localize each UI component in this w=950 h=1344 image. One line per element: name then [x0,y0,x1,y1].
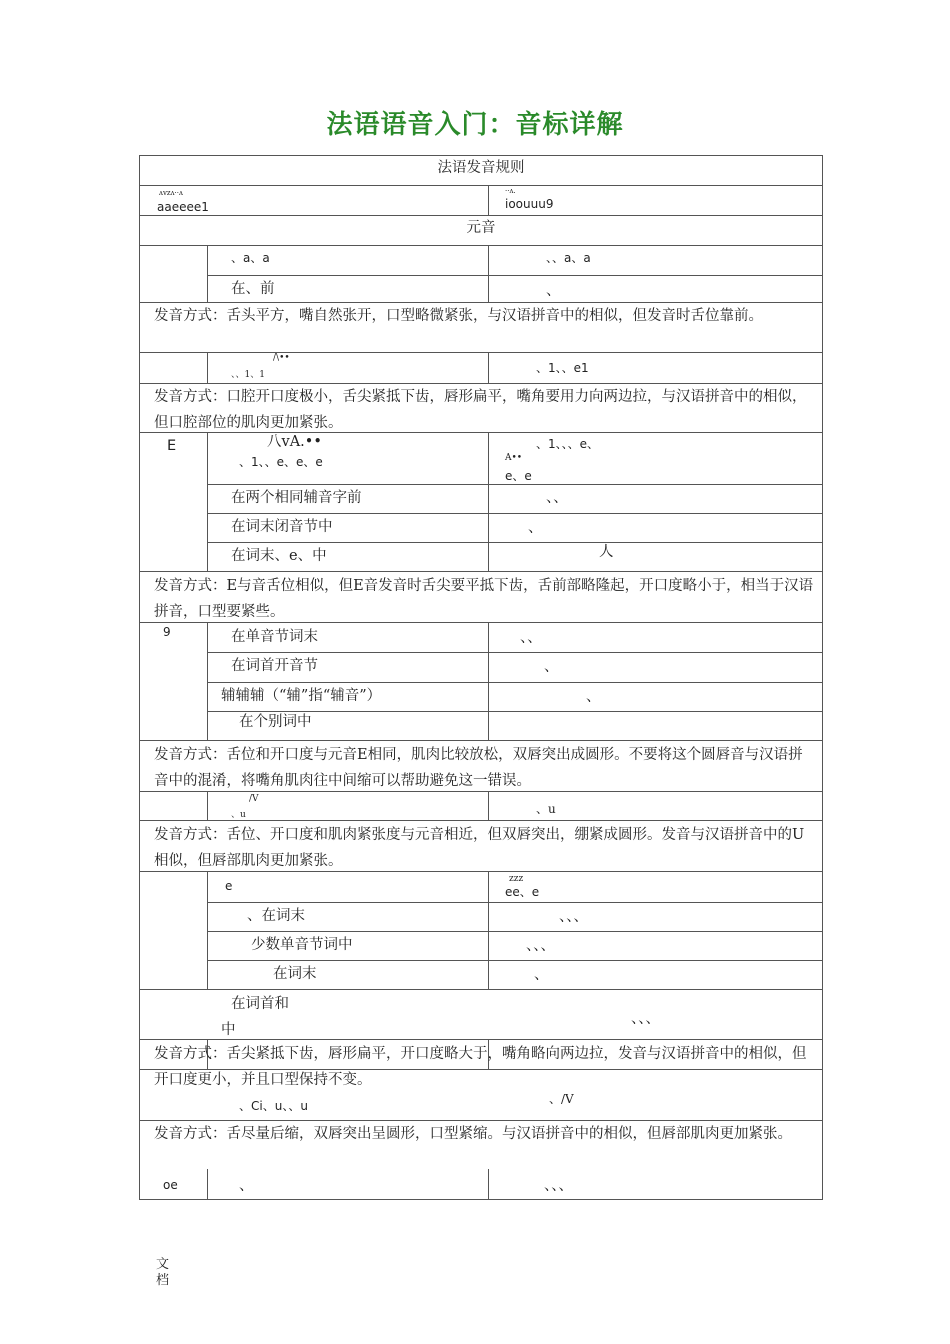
nine-label: 9 [163,625,171,639]
e-row5-right: 、、、 [631,1011,660,1027]
e-row4-right: 、 [534,967,549,983]
u-description: 发音方式：舌位、开口度和肌肉紧张度与元音相近，但双唇突出，绷紧成圆形。发音与汉语拼音中的U相似，但唇部肌肉更加紧张。 [154,827,805,869]
E-row3-right: 、 [528,520,543,536]
E-row4-left: 在词末、e、中 [231,548,327,564]
e-row4-left: 在词末 [273,966,317,982]
header-right-top: ··ʌ. [505,187,516,195]
e-row1-left: e [225,879,233,893]
E-row1-left-top: 八vA.•• [267,434,322,450]
i-left-bottom: 、、1、1 [231,370,265,380]
E-row2-right: 、、 [546,490,568,506]
E-row2-left: 在两个相同辅音字前 [231,490,362,506]
E-description: 发音方式：E与音舌位相似，但E音发音时舌尖要平抵下齿，舌前部略隆起，开口度略小于，相当于汉语拼音，口型要紧些。 [154,578,814,620]
pronunciation-table [139,155,823,1200]
nine-row2-left: 在词首开音节 [231,658,318,674]
e-row1-right: ee、e [505,885,540,899]
nine-row1-left: 在单音节词末 [231,629,318,645]
page-footer: 文档 [156,1257,170,1288]
header-left-top: ʌvzʌ··ʌ [159,189,183,197]
nine-row1-right: 、、 [520,630,542,646]
e-row2-left: 、在词末 [247,908,305,924]
e-row2-right: 、、、 [559,909,588,925]
E-row1-right-top: 、1、、、e、 [536,437,600,451]
E-row1-left-bottom: 、1、、e、e、e [239,455,323,469]
oe-label: oe [163,1178,178,1192]
u-right: 、u [536,802,556,816]
oe-left: 、 [239,1178,254,1194]
a-row1-left: 、a、a [231,251,270,265]
page-title: 法语语音入门：音标详解 [326,110,624,140]
oe-right: 、、、 [544,1178,573,1194]
header-left-bottom: aaeeee1 [157,200,209,214]
e-row5-left-bottom: 中 [221,1022,236,1038]
e-description: 发音方式：舌尖紧抵下齿，唇形扁平，开口度略大于，嘴角略向两边拉，发音与汉语拼音中的相似，但开口度更小，并且口型保持不变。 [154,1046,807,1088]
i-right: 、1、、e1 [536,361,589,375]
nine-row3-left: 辅辅辅（“辅”指“辅音”） [221,688,382,704]
E-row1-right-mid: A•• [505,453,523,463]
nine-row4-left: 在个别词中 [239,714,312,730]
o-left: 、Ci、u、、u [239,1099,308,1113]
a-row2-left: 在、前 [231,281,275,297]
a-row2-right: 、 [546,283,561,299]
e-row3-right: 、、、 [526,938,555,954]
o-right-top: 、/V [549,1092,574,1106]
header-right-bottom: ioouuu9 [505,197,554,211]
a-row1-right: 、、a、a [546,251,591,265]
table-title: 法语发音规则 [437,160,525,176]
E-row1-right-bottom: e、e [505,469,532,483]
E-label: E [167,438,177,454]
u-left-bottom: 、u [231,810,246,820]
e-row1-right-top: zzz [509,874,524,884]
a-description: 发音方式：舌头平方，嘴自然张开，口型略微紧张，与汉语拼音中的相似，但发音时舌位靠前。 [154,308,763,324]
nine-description: 发音方式：舌位和开口度与元音E相同，肌肉比较放松，双唇突出成圆形。不要将这个圆唇音与汉语拼音中的混淆，将嘴角肌肉往中间缩可以帮助避免这一错误。 [154,747,803,789]
o-description: 发音方式：舌尽量后缩，双唇突出呈圆形，口型紧缩。与汉语拼音中的相似，但唇部肌肉更加紧张。 [154,1126,792,1142]
i-description: 发音方式：口腔开口度极小，舌尖紧抵下齿，唇形扁平，嘴角要用力向两边拉，与汉语拼音中的相似，但口腔部位的肌肉更加紧张。 [154,389,807,431]
E-row3-left: 在词末闭音节中 [231,519,333,535]
nine-row3-right: 、 [586,689,601,705]
i-left-top: /\•• [273,353,290,363]
nine-row2-right: 、 [544,659,559,675]
e-row5-left-top: 在词首和 [231,996,289,1012]
u-left-top: /V [249,794,259,804]
E-row4-right: 人 [599,544,614,560]
e-row3-left: 少数单音节词中 [251,937,353,953]
section-title: 元音 [466,220,496,236]
